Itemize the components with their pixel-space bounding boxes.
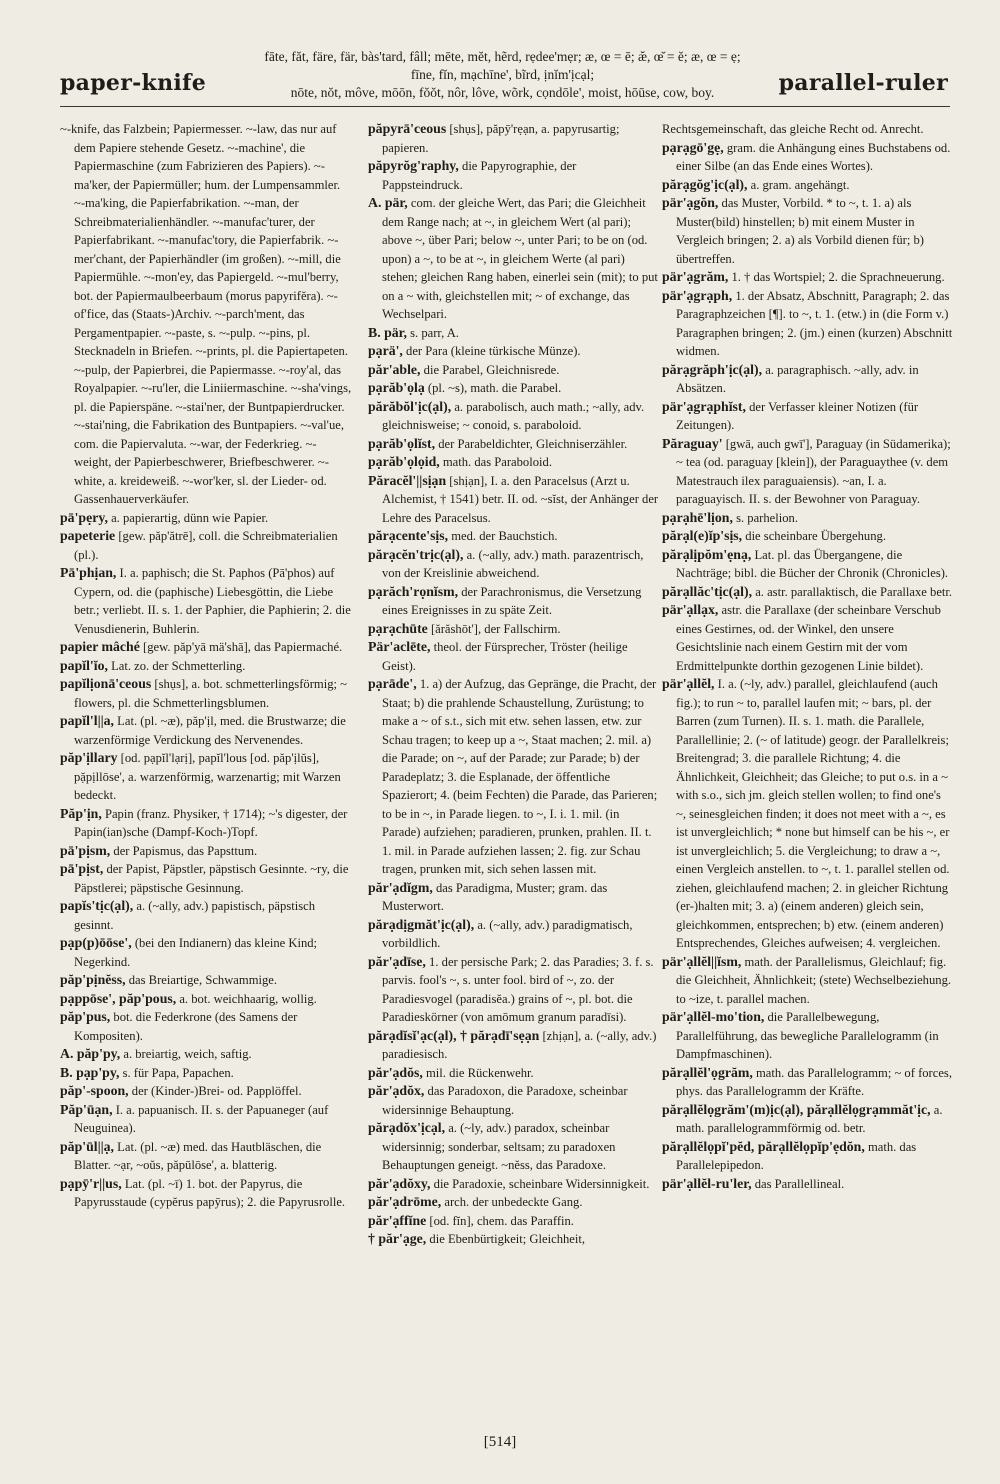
entry-definition: [shụs], păpȳ'rẹạn, a. papyrusartig; papieren. [382,122,620,155]
entry-headword: părạl(e)ĭp'sịs, [662,528,743,543]
entry-definition: das Muster, Vorbild. * to ~, t. 1. a) als Muster(bild) hinstellen; b) mit einem Muster in Vergleich bringen; 2. a) als Vorbild dienen für; b) übertreffen. [676,196,924,266]
dictionary-entry [60,509,352,528]
entry-headword: părạllĕl'ọgrăm, [662,1064,753,1080]
entry-definition: med. der Bauchstich. [451,529,558,543]
dictionary-entry [368,1027,660,1064]
dictionary-entry [368,342,660,361]
entry-definition: Papin (franz. Physiker, † 1714); ~'s digester, der Papin(ian)sche (Dampf-Koch-)Topf. [74,806,348,839]
entry-definition: s. für Papa, Papachen. [122,1065,234,1080]
entry-definition: I. a. (~ly, adv.) parallel, gleichlaufend (auch fig.); to run ~ to, parallel laufen mit; ~ bars, pl. der Barren (zum Turnen). II. s. 1. math. die Parallele, Parallellinie; 2. (~ of latitude) geogr. der Parallelkreis; Breitengrad; 3. die parallele Richtung; 4. die Ähnlichkeit, Gleichheit; das Gleiche; to put o.s. in a ~ with s.o., sich jm. gleich stellen wollen; to find one's ~, seinesgleichen finden; it does not meet with a ~, es ist unvergleichlich; * none but himself can be his ~, er ist unvergleichlich; 5. die Vergleichung; to draw a ~, einen Vergleich anstellen. to ~, t. 1. parallel stellen od. ziehen, gleichlaufend machen; 2. in gleicher Richtung (er-)halten mit; 3. a) (einem anderen) gleich sein, gleichkommen, entsprechen; b) etw. (einem anderen) Entsprechendes, Gleiches aufweisen; 4. vergleichen. [676,677,950,950]
dictionary-entry [368,1064,660,1083]
entry-definition: a. (~ly, adv.) paradox, scheinbar widersinnig; sonderbar, seltsam; zu paradoxen Behauptungen geneigt. ~nĕss, das Paradoxe. [382,1121,616,1172]
guide-word-left: paper-knife [60,70,207,96]
dictionary-entry [368,1230,660,1249]
entry-definition: Rechtsgemeinschaft, das gleiche Recht od. Anrecht. [662,122,924,136]
dictionary-entry [368,879,660,916]
entry-headword: păr'ạdīse, [368,953,426,969]
entry-definition: 1. der Absatz, Abschnitt, Paragraph; 2. das Paragraphzeichen [¶]. to ~, t. 1. (etw.) in (die Form v.) Paragraphen bringen; 2. (jm.) einen (kurzen) Abschnitt widmen. [676,288,953,358]
entry-definition: das Paradigma, Muster; gram. das Musterwort. [382,880,608,913]
pron-key-line: fīne, fĭn, mạchīne', bĩrd, ịnĭm'ịcạl; [410,67,595,82]
entry-headword: pạrāde', [368,676,417,691]
dictionary-entry [368,1119,660,1175]
dictionary-entry [368,120,660,157]
entry-definition: math. das Parallelepipedon. [676,1139,917,1172]
entry-definition: a. astr. parallaktisch, die Parallaxe betr. [755,584,953,599]
entry-definition: a. (~ally, adv.) paradigmatisch, vorbildlich. [382,917,633,950]
dictionary-entry [60,971,352,990]
entry-definition: der (Kinder-)Brei- od. Papplöffel. [131,1084,302,1098]
dictionary-entry [662,527,954,546]
dictionary-entry [368,916,660,953]
dictionary-entry [60,564,352,638]
entry-definition: math. das Paraboloid. [442,455,552,469]
dictionary-entry [60,1101,352,1138]
guide-word-right: parallel-ruler [778,70,948,96]
dictionary-entry [368,1212,660,1231]
entry-definition: a. (~ally, adv.) papistisch, päpstisch gesinnt. [74,899,316,932]
dictionary-entry [60,120,352,509]
dictionary-entry [662,546,954,583]
entry-definition: Lat. zo. der Schmetterling. [111,658,246,673]
entry-headword: păr'ạdŏx, [368,1083,425,1098]
pron-key-line: nōte, nŏt, môve, mōōn, fŏŏt, nôr, lôve, wõrk, cọndōle', moist, hōūse, cow, boy. [290,85,715,100]
entry-headword: păpyrā'ceous [368,121,447,136]
entry-headword: pạrăb'ọlĭst, [368,435,436,451]
dictionary-entry [662,509,954,528]
entry-headword: pạp(p)ōōse', [60,935,132,950]
dictionary-entry [368,953,660,1027]
entry-definition: der Papismus, das Papsttum. [113,843,258,858]
entry-headword: papier mâché [60,639,140,654]
entry-definition: [zhịạn], a. (~ally, adv.) paradiesisch. [382,1028,657,1061]
dictionary-entry [60,527,352,564]
dictionary-entry [662,583,954,602]
entry-headword: părạcente'sịs, [368,528,449,543]
entry-definition: 1. † das Wortspiel; 2. die Sprachneuerung. [731,270,945,284]
entry-definition: (pl. ~s), math. die Parabel. [427,381,562,395]
dictionary-entry [662,1138,954,1175]
entry-headword: pā'pịst, [60,861,104,876]
entry-headword: părạdịgmăt'ịc(ạl), [368,916,475,932]
entry-definition: a. paragraphisch. ~ally, adv. in Absätzen. [676,362,919,395]
dictionary-entry [662,398,954,435]
entry-definition: die Ebenbürtigkeit; Gleichheit, [429,1232,586,1246]
dictionary-entry [368,527,660,546]
dictionary-entry [662,361,954,398]
entry-definition: der Papist, Päpstler, päpstisch Gesinnte. ~ry, die Päpstlerei; päpstische Gesinnung. [74,862,349,895]
dictionary-entry [368,472,660,528]
entry-headword: pạrạchūte [368,620,428,636]
entry-definition: a. parabolisch, auch math.; ~ally, adv. gleichnisweise; ~ conoid, s. paraboloid. [382,399,645,432]
entry-headword: părạgrăph'ịc(ạl), [662,361,763,377]
entry-headword: papĭlịonā'ceous [60,676,152,691]
entry-definition: [gew. păp'yā mä'shā], das Papiermaché. [143,640,343,654]
page-number: [514] [483,1434,517,1450]
entry-headword: pạppōse', păp'pous, [60,990,177,1006]
entry-headword: părạgŏg'ịc(ạl), [662,176,748,192]
entry-definition: Lat. (pl. ~æ) med. das Hautbläschen, die Blatter. ~ạr, ~oŭs, păpūlōse', a. blatterig. [74,1139,322,1172]
dictionary-entry [368,1082,660,1119]
entry-definition: das Paradoxon, die Paradoxe, scheinbar widersinnige Behauptung. [382,1084,628,1117]
entry-headword: pär'ạllĕl-ru'ler, [662,1175,752,1191]
dictionary-entry [662,1101,954,1138]
entry-definition: die Parabel, Gleichnisrede. [423,362,560,377]
entry-definition: [gwā, auch gwī'], Paraguay (in Südamerika); ~ tea (od. paraguay [klein]), der Paraguaythee (v. dem Matestrauch ilex paraguaiensis). ~an, I. a. paraguayisch. II. s. der Bewohner von Paraguay. [676,436,951,506]
entry-headword: pär'ạllĕl-mo'tion, [662,1009,765,1024]
dictionary-entry [368,546,660,583]
dictionary-entry [368,361,660,380]
dictionary-entry [368,583,660,620]
entry-headword: păr'ạdŏxy, [368,1175,431,1191]
entry-headword: părạllĕlọpĭ'pĕd, părạllĕlọpĭp'ẹdŏn, [662,1138,865,1154]
entry-headword: păp'pịnĕss, [60,972,126,987]
entry-headword: păr'ạffĭne [368,1212,427,1228]
entry-headword: păr'ạdŏs, [368,1064,423,1080]
entry-definition: ~-knife, das Falzbein; Papiermesser. ~-law, das nur auf dem Papiere stehende Gesetz. ~-machine', die Papiermaschine (zum Fabrizieren des Papiers). ~-ma'ker, der Papiermüller; hum. der Lumpensammler. ~-ma'king, die Papierfabrikation. ~-man, der Schreibmaterialienhändler. ~-manufac'turer, der Papierfabrikant. ~-manufac'tory, die Papierfabrik. ~-mer'chant, der Papierhändler (im großen). ~-mill, die Papiermühle. ~-mon'ey, das Papiergeld. ~-mul'berry, bot. der Papiermaulbeerbaum (morus papyrifĕra). ~-of'fice, das (Staats-)Archiv. ~-parch'ment, das Pergamentpapier. ~-paste, s. ~-pulp. ~-pins, pl. Stecknadeln in Briefen. ~-prints, pl. die Papiertapeten. ~-pulp, der Papierbrei, die Papiermasse. ~-roy'al, das Royalpapier. ~-ru'ler, die Liniiermaschine. ~-sha'vings, pl. die Papierspäne. ~-stai'ner, der Buntpapierdrucker. ~-stai'ning, die Fabrikation des Buntpapiers. ~-val'ue, com. die Papiervaluta. ~-war, der Federkrieg. ~-weight, der Papierbeschwerer, Briefbeschwerer. ~-white, a. kreideweiß. ~-wor'ker, sl. der Lieder- od. Gassenhauerverkäufer. [60,122,352,506]
dictionary-entry [368,398,660,435]
dictionary-entry [60,1082,352,1101]
entry-definition: die Parallelbewegung, Parallelführung, das bewegliche Parallelogramm (in Dampfmaschinen). [676,1010,939,1061]
dictionary-entry [368,1175,660,1194]
entry-definition: astr. die Parallaxe (der scheinbare Verschub eines Gestirnes, od. der Winkel, den unsere Gesichtslinie nach einem Gestirn mit der vom Erdmittelpunkte dorthin gezogenen Linie bildet). [676,603,941,673]
entry-headword: pär'ạgŏn, [662,195,719,210]
entry-headword: Păraguay' [662,435,723,451]
entry-headword: pär'ạgrạphĭst, [662,398,746,414]
entry-headword: păp'ịllary [60,750,118,765]
dictionary-entry [368,194,660,324]
entry-headword: pā'pẹry, [60,509,108,525]
entry-definition: 1. der persische Park; 2. das Paradies; 3. f. s. parvis. fool's ~, s. unter fool. bird of ~, zo. der Paradiesvogel (paradisĕa.) grains of ~, pl. bot. die Paradieskörner (von amōmum granum paradīsi). [382,954,654,1024]
entry-headword: papeterie [60,528,116,543]
pronunciation-key [200,48,805,102]
entry-definition: das Parallellineal. [754,1176,845,1191]
entry-definition: [od. pạpĭl'lạrị], papĭl'lous [od. păp'ịlŭs], pặpịllōse', a. warzenförmig, warzenartig; mit Warzen bedeckt. [74,751,341,802]
entry-headword: Păracĕl'||sịạn [368,472,447,488]
entry-definition: a. papierartig, dünn wie Papier. [111,510,269,525]
entry-headword: păr'able, [368,361,421,377]
entry-headword: pạrăch'rọnĭsm, [368,583,459,599]
entry-definition: [od. fĭn], chem. das Paraffin. [429,1213,574,1228]
entry-definition: a. gram. angehängt. [750,177,850,192]
entry-headword: Pär'aclēte, [368,639,431,654]
entry-definition: bot. die Federkrone (des Samens der Kompositen). [74,1010,298,1043]
entry-definition: der Verfasser kleiner Notizen (für Zeitungen). [676,399,919,432]
entry-definition: [shụs], a. bot. schmetterlingsförmig; ~ flowers, pl. die Schmetterlingsblumen. [74,677,347,710]
dictionary-entry [60,1008,352,1045]
dictionary-entry [368,675,660,879]
dictionary-entry [60,638,352,657]
entry-definition: a. math. parallelogrammförmig od. betr. [676,1102,943,1135]
dictionary-entry [60,897,352,934]
dictionary-entry [60,675,352,712]
dictionary-entry [368,379,660,398]
entry-headword: păp'ūl||ạ, [60,1138,115,1154]
entry-headword: Păp'ịn, [60,805,102,821]
dictionary-entry [662,1008,954,1064]
dictionary-entry [662,194,954,268]
column-middle [368,120,660,1428]
dictionary-entry [662,268,954,287]
entry-definition: mil. die Rückenwehr. [425,1065,534,1080]
entry-definition: arch. der unbedeckte Gang. [444,1195,583,1209]
entry-headword: pạrăb'ọlọid, [368,454,440,469]
dictionary-entry [662,139,954,176]
entry-definition: a. (~ally, adv.) math. parazentrisch, von der Kreislinie abweichend. [382,547,644,580]
entry-definition: der Parachronismus, die Versetzung eines Ereignisses in zu späte Zeit. [382,584,642,617]
dictionary-entry [662,176,954,195]
entry-headword: papĭl'ĭo, [60,657,108,673]
dictionary-entry [60,1138,352,1175]
entry-headword: B. pạp'py, [60,1064,120,1080]
entry-headword: părạllĕlọgrăm'(m)ịc(ạl), părạllĕlọgrạmmăt'ịc, [662,1101,931,1117]
entry-definition: das Breiartige, Schwammige. [128,973,278,987]
entry-definition: [gew. păp'ătrē], coll. die Schreibmaterialien (pl.). [74,529,338,562]
dictionary-entry [60,1064,352,1083]
entry-definition: com. der gleiche Wert, das Pari; die Gleichheit dem Range nach; at ~, in gleichem Wert (al pari); above ~, über Pari; below ~, unter Pari; to be on (od. upon) a ~, to be at ~, in gleichem Werte (al pari) stehen; gleichen Rang haben, einerlei sein (mit); to put on a ~ with, gleichstellen mit; ~ of exchange, das Wechselpari. [382,196,658,321]
entry-definition: die scheinbare Übergehung. [745,529,886,543]
dictionary-entry [368,638,660,675]
column-left [60,120,352,1428]
dictionary-entry [662,287,954,361]
dictionary-entry [60,1175,352,1212]
entry-definition: der Parabeldichter, Gleichniserzähler. [438,436,628,451]
entry-headword: A. pär, [368,195,408,210]
entry-definition: gram. die Anhängung eines Buchstabens od. einer Silbe (an das Ende eines Wortes). [676,140,951,173]
dictionary-entry [60,657,352,676]
entry-definition: s. parr, A. [410,325,459,340]
entry-definition: I. a. paphisch; die St. Paphos (Pā'phos) auf Cypern, od. die (paphische) Liebesgöttin, die Liebe betr.; verliebt. II. s. 1. der Paphier, die Paphierin; 2. die Venusdienerin, Buhlerin. [74,566,351,636]
dictionary-entry [60,749,352,805]
entry-headword: pạrạhē'lịon, [662,509,733,525]
entry-definition: (bei den Indianern) das kleine Kind; Negerkind. [74,936,318,969]
entry-headword: Păp'ūạn, [60,1101,113,1117]
dictionary-entry [368,324,660,343]
header-rule [60,106,950,107]
column-right [662,120,954,1428]
dictionary-entry [60,712,352,749]
entry-definition: s. parhelion. [736,510,798,525]
entry-headword: păr'ạdĭgm, [368,879,433,895]
entry-definition: 1. a) der Aufzug, das Gepränge, die Pracht, der Staat; b) die prahlende Schaustellung, Zurüstung; to make a ~ of s.t., sich mit etw. sehen lassen, etw. zur Schau tragen; to keep up a ~, Staat machen; 2. mil. a) die Parade; on ~, auf der Parade; zur Parade; b) der Paradeplatz; 3. die Esplanade, der öffentliche Spazierort; 4. (beim Fechten) die Parade, das Parieren; to be in ~, in Parade liegen. to ~, I. i. 1. mil. (in Parade) aufziehen; paradieren, prunken, prahlen. II. t. 1. mil. in Parade aufziehen lassen; 2. fig. zur Schau tragen, prunken mit, sich sehen lassen mit. [382,677,658,876]
dictionary-entry [60,805,352,842]
entry-definition: Lat. pl. das Übergangene, die Nachträge; bibl. die Bücher der Chronik (Chronicles). [676,547,949,580]
entry-headword: păpyrŏg'raphy, [368,158,459,173]
entry-headword: părạlịpŏm'ẹnạ, [662,546,752,562]
entry-headword: păp'pus, [60,1009,111,1024]
entry-definition: a. bot. weichhaarig, wollig. [179,991,317,1006]
dictionary-entry [368,453,660,472]
entry-headword: părạcĕn'trịc(ạl), [368,546,464,562]
dictionary-entry [662,1064,954,1101]
entry-definition: Lat. (pl. ~æ), păp'ịl, med. die Brustwarze; die warzenförmige Verdickung des Nervenendes. [74,714,346,747]
dictionary-entry [368,1193,660,1212]
entry-headword: pär'ạllĕl, [662,676,715,691]
entry-headword: păr'ạdrōme, [368,1194,442,1209]
entry-headword: B. pär, [368,324,407,340]
dictionary-entry [662,953,954,1009]
entry-headword: pär'ạgrạph, [662,287,733,303]
entry-headword: pär'ạllĕl||ĭsm, [662,953,742,969]
entry-definition: die Papyrographie, der Pappsteindruck. [382,159,577,192]
entry-headword: părạllăc'tịc(ạl), [662,583,753,599]
entry-headword: părạdĭsĭ'ạc(ạl), † părạdī'sẹạn [368,1027,540,1043]
entry-headword: pā'pịsm, [60,842,111,858]
dictionary-entry [368,620,660,639]
entry-headword: pär'ạgrăm, [662,269,729,284]
entry-headword: părạdŏx'ịcạl, [368,1120,446,1135]
entry-headword: Pā'phịan, [60,565,117,580]
entry-definition: [shịạn], I. a. den Paracelsus (Arzt u. Alchemist, † 1541) betr. II. od. ~sĭst, der Anhänger der Lehre des Paracelsus. [382,473,659,525]
dictionary-entry [662,435,954,509]
entry-headword: papĭl'l||a, [60,713,115,728]
entry-headword: pạrạgō'gẹ, [662,139,724,155]
dictionary-entry [662,601,954,675]
entry-headword: pạpȳ'r||us, [60,1175,122,1191]
entry-headword: † păr'ạge, [368,1231,427,1246]
dictionary-entry [662,675,954,953]
entry-definition: I. a. papuanisch. II. s. der Papuaneger (auf Neuguinea). [74,1102,329,1135]
dictionary-entry [60,842,352,861]
dictionary-entry [60,990,352,1009]
dictionary-entry [662,120,954,139]
entry-definition: a. breiartig, weich, saftig. [123,1047,252,1061]
dictionary-entry [60,860,352,897]
entry-definition: math. das Parallelogramm; ~ of forces, phys. das Parallelogramm der Kräfte. [676,1065,952,1098]
pron-key-line: fāte, făt, färe, fär, bàs'tard, fâll; mēte, mĕt, hẽrd, rẹdee'mẹr; æ, œ = ē; æ̆, œ̆ = ĕ; æ, œ = ẹ; [264,49,741,64]
dictionary-entry [60,1045,352,1064]
entry-headword: A. păp'py, [60,1046,121,1061]
dictionary-entry [60,934,352,971]
entry-definition: der Para (kleine türkische Münze). [406,344,581,358]
entry-headword: papĭs'tịc(ạl), [60,898,134,913]
entry-headword: pạrăb'ọlạ [368,380,425,395]
entry-definition: math. der Parallelismus, Gleichlauf; fig. die Gleichheit, Ähnlichkeit; (stete) Wechselbeziehung. to ~ize, t. parallel machen. [676,954,952,1006]
dictionary-entry [368,435,660,454]
dictionary-entry [662,1175,954,1194]
entry-headword: pạrä', [368,343,403,358]
entry-definition: theol. der Fürsprecher, Tröster (heilige Geist). [382,640,628,673]
entry-definition: die Paradoxie, scheinbare Widersinnigkeit. [433,1176,650,1191]
entry-definition: Lat. (pl. ~ī) 1. bot. der Papyrus, die Papyrusstaude (cypĕrus papȳrus); 2. die Papyrusrolle. [74,1176,346,1209]
entry-headword: părăbŏl'ịc(ạl), [368,398,452,414]
entry-headword: pär'ạllạx, [662,602,719,617]
dictionary-entry [368,157,660,194]
entry-headword: păp'-spoon, [60,1083,129,1098]
entry-definition: [ărăshōt'], der Fallschirm. [430,621,561,636]
